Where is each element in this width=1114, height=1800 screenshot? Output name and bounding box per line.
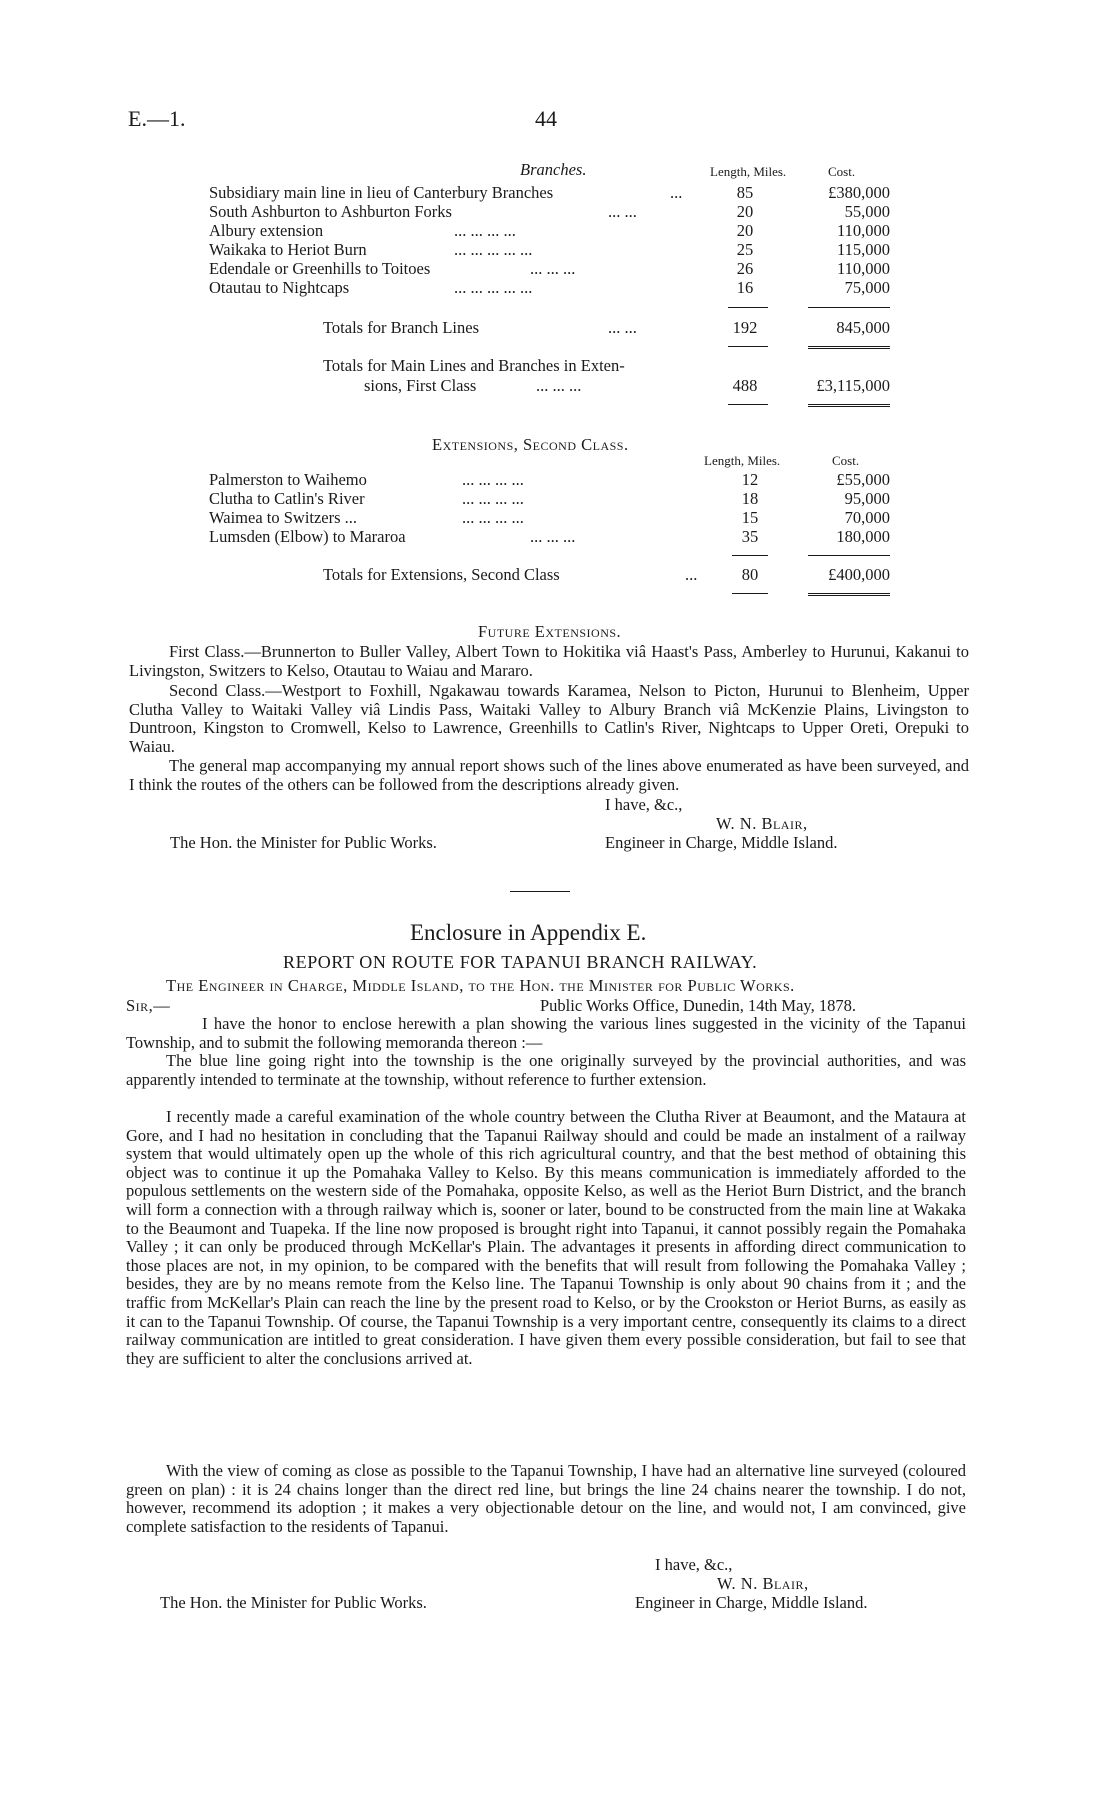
row-length: 20	[736, 221, 754, 240]
col-length-header: Length, Miles.	[710, 164, 787, 179]
table-row	[0, 470, 1114, 490]
row-length: 26	[736, 259, 754, 278]
table-row	[0, 527, 1114, 547]
table-row	[0, 202, 1114, 222]
total-length: 192	[732, 318, 758, 337]
row-cost: 95,000	[844, 489, 890, 508]
row-name: Otautau to Nightcaps	[209, 278, 350, 297]
table-row-grand-total	[0, 376, 1114, 396]
row-dots: ... ... ...	[530, 527, 576, 546]
row-cost: 110,000	[836, 259, 890, 278]
row-name: Waikaka to Heriot Burn	[209, 240, 367, 259]
row-length: 25	[736, 240, 754, 259]
row-cost: £380,000	[828, 183, 890, 202]
row-cost: £55,000	[836, 470, 890, 489]
enclosure-signature: W. N. Blair,	[717, 1574, 809, 1593]
table-row	[0, 240, 1114, 260]
branches-heading: Branches.	[520, 160, 587, 179]
rule	[808, 346, 890, 349]
total-cost: 845,000	[836, 318, 890, 337]
rule	[728, 346, 768, 347]
row-length: 12	[741, 470, 759, 489]
row-name: Palmerston to Waihemo	[209, 470, 367, 489]
rule	[728, 404, 768, 405]
enclosure-paragraph-4: With the view of coming as close as possible to the Tapanui Township, I have had an alternative line surveyed (coloured green on plan) : it is 24 chains longer than the direct red line, but brings the line 24 chains nearer the township. I do not, however, recommend its adoption ; it makes a very objectionable detour on the line, and would not, I am convinced, give complete satisfaction to the residents of Tapanui.	[126, 1461, 966, 1536]
enclosure-title: Engineer in Charge, Middle Island.	[635, 1593, 868, 1612]
rule	[728, 307, 768, 308]
row-dots: ... ... ... ...	[454, 221, 516, 240]
row-length: 15	[741, 508, 759, 527]
rule	[808, 307, 890, 308]
row-length: 16	[736, 278, 754, 297]
future-title: Engineer in Charge, Middle Island.	[605, 833, 838, 852]
table-row-total	[0, 318, 1114, 338]
future-general-map: The general map accompanying my annual report shows such of the lines above enumerated as have been surveyed, and I think the routes of the others can be followed from the descriptions already given.	[129, 756, 969, 794]
rule	[732, 555, 768, 556]
row-dots: ... ... ... ...	[462, 489, 524, 508]
row-name: Albury extension	[209, 221, 324, 240]
table-row	[0, 259, 1114, 279]
enclosure-heading: Enclosure in Appendix E.	[410, 920, 647, 945]
enclosure-paragraph-2: The blue line going right into the township is the one originally surveyed by the provincial authorities, and was apparently intended to terminate at the township, without reference to further extension.	[126, 1051, 966, 1089]
table-row	[0, 183, 1114, 203]
row-dots: ... ... ... ...	[462, 508, 524, 527]
table-row-total	[0, 565, 1114, 585]
future-addressee: The Hon. the Minister for Public Works.	[170, 833, 437, 852]
row-length: 85	[736, 183, 754, 202]
table-row	[0, 278, 1114, 298]
future-closing: I have, &c.,	[605, 795, 683, 814]
rule	[808, 555, 890, 556]
row-dots: ... ... ... ... ...	[454, 240, 533, 259]
enclosure-office: Public Works Office, Dunedin, 14th May, 1878.	[540, 996, 856, 1015]
page-number: 44	[535, 106, 557, 131]
row-cost: 180,000	[836, 527, 890, 546]
row-name: Subsidiary main line in lieu of Canterbury Branches	[209, 183, 554, 202]
enclosure-closing: I have, &c.,	[655, 1555, 733, 1574]
rule	[808, 593, 890, 596]
enclosure-addressee: The Hon. the Minister for Public Works.	[160, 1593, 427, 1612]
rule	[808, 404, 890, 407]
col-cost-header: Cost.	[828, 164, 856, 179]
row-cost: 110,000	[836, 221, 890, 240]
rule	[732, 593, 768, 594]
row-length: 20	[736, 202, 754, 221]
future-heading: Future Extensions.	[478, 622, 622, 641]
future-first-class: First Class.—Brunnerton to Buller Valley, Albert Town to Hokitika viâ Haast's Pass, Amberley to Hurunui, Kakanui to Livingston, Switzers to Kelso, Otautau to Waiau and Mararo.	[129, 642, 969, 680]
row-length: 35	[741, 527, 759, 546]
second-class-heading: Extensions, Second Class.	[432, 435, 629, 454]
row-cost: 75,000	[844, 278, 890, 297]
enclosure-subheading: REPORT ON ROUTE FOR TAPANUI BRANCH RAILWAY.	[283, 952, 758, 972]
grand-cost: £3,115,000	[816, 376, 890, 395]
col-cost-header: Cost.	[832, 453, 860, 468]
section-divider	[510, 891, 570, 892]
row-cost: 55,000	[844, 202, 890, 221]
row-length: 18	[741, 489, 759, 508]
col-length-header: Length, Miles.	[704, 453, 781, 468]
enclosure-paragraph-3: I recently made a careful examination of the whole country between the Clutha River at Beaumont, and the Mataura at Gore, and I had no hesitation in concluding that the Tapanui Railway should and could be made an instalment of a railway system that would ultimately open up the whole of this rich agricultural country, and that the best method of obtaining this object was to continue it up the Pomahaka Valley to Kelso. By this means communication is immediately afforded to the populous settlements on the western side of the Pomahaka, opposite Kelso, as well as the Heriot Burn District, and the branch will form a connection with a through railway which is, sooner or later, bound to be constructed from the main line at Wakaka to the Beaumont and Tuapeka. If the line now proposed is brought right into Tapanui, it cannot possibly regain the Pomahaka Valley ; it can only be produced through McKellar's Plain. The advantages it presents in affording direct communication to those places are not, in my opinion, to be compared with the benefits that will result from following the Pomahaka Valley ; besides, they are by no means remote from the Kelso line. The Tapanui Township is only about 90 chains from it ; and the traffic from McKellar's Plain can reach the line by the present road to Kelso, or by the Crookston or Heriot Burns, as easily as it can to the Tapanui Township. Of course, the Tapanui Township is a very important centre, consequently its claims to a direct railway communication are intitled to great consideration. I have given them every possible consideration, but fail to see that they are sufficient to alter the conclusions arrived at.	[126, 1107, 966, 1368]
enclosure-salutation: Sir,—	[126, 996, 171, 1015]
future-second-class: Second Class.—Westport to Foxhill, Ngakawau towards Karamea, Nelson to Picton, Hurunui to Blenheim, Upper Clutha Valley to Waitaki Valley viâ Lindis Pass, Waitaki Valley to Albury Branch viâ McKenzie Plains, Livingston to Duntroon, Kingston to Cromwell, Kelso to Lawrence, Greenhills to Catlin's River, Nightcaps to Upper Oreti, Orepuki to Waiau.	[129, 681, 969, 756]
row-dots: ... ... ... ...	[462, 470, 524, 489]
row-name: Edendale or Greenhills to Toitoes	[209, 259, 431, 278]
table-row	[0, 489, 1114, 509]
grand-label-2: sions, First Class	[364, 376, 477, 395]
row-cost: 70,000	[844, 508, 890, 527]
table-row	[0, 508, 1114, 528]
grand-label-1: Totals for Main Lines and Branches in Exten-	[323, 356, 625, 375]
total-label: Totals for Extensions, Second Class	[323, 565, 560, 584]
enclosure-from-line: The Engineer in Charge, Middle Island, to the Hon. the Minister for Public Works.	[166, 976, 795, 995]
row-dots: ...	[670, 183, 683, 202]
row-cost: 115,000	[836, 240, 890, 259]
row-dots: ... ...	[608, 202, 637, 221]
total-length: 80	[741, 565, 759, 584]
future-signature: W. N. Blair,	[716, 814, 808, 833]
enclosure-paragraph-1: I have the honor to enclose herewith a plan showing the various lines suggested in the vicinity of the Tapanui Township, and to submit the following memoranda thereon :—	[126, 1014, 966, 1052]
row-name: Lumsden (Elbow) to Mararoa	[209, 527, 406, 546]
row-dots: ...	[685, 565, 698, 584]
row-dots: ... ... ... ... ...	[454, 278, 533, 297]
document-code: E.—1.	[128, 106, 186, 131]
row-dots: ... ... ...	[536, 376, 582, 395]
row-name: Clutha to Catlin's River	[209, 489, 365, 508]
total-label: Totals for Branch Lines	[323, 318, 480, 337]
total-cost: £400,000	[828, 565, 890, 584]
grand-length: 488	[732, 376, 758, 395]
row-name: South Ashburton to Ashburton Forks	[209, 202, 452, 221]
table-row	[0, 221, 1114, 241]
row-dots: ... ... ...	[530, 259, 576, 278]
row-name: Waimea to Switzers ...	[209, 508, 358, 527]
row-dots: ... ...	[608, 318, 637, 337]
